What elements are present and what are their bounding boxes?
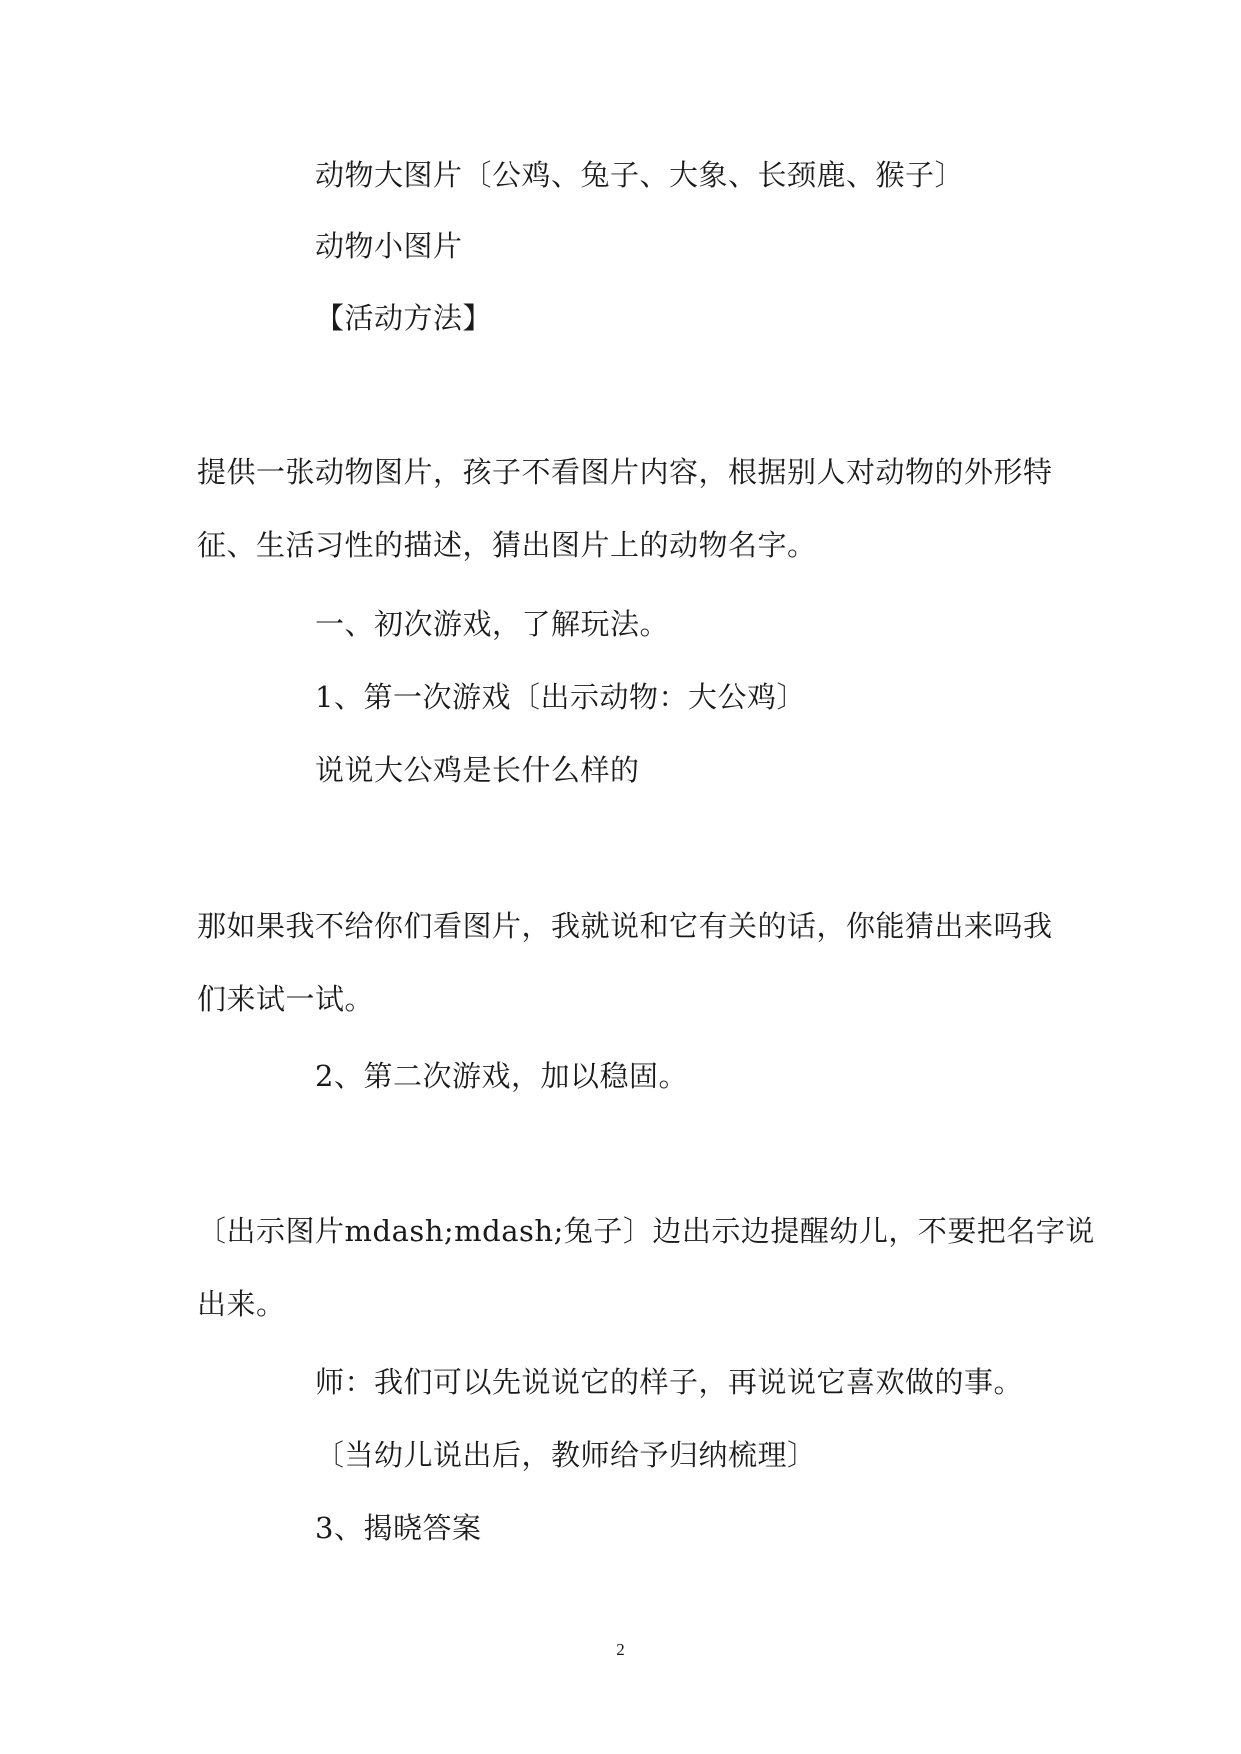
paragraph-line: 出来。 <box>197 1287 286 1321</box>
paragraph-line: 师：我们可以先说说它的样子，再说说它喜欢做的事。 <box>315 1365 1024 1399</box>
materials-big-pictures: 动物大图片〔公鸡、兔子、大象、长颈鹿、猴子〕 <box>315 158 965 192</box>
step-item: 2、第二次游戏，加以稳固。 <box>315 1059 688 1093</box>
step-item: 1、第一次游戏〔出示动物：大公鸡〕 <box>315 680 806 714</box>
paragraph-line: 〔当幼儿说出后，教师给予归纳梳理〕 <box>315 1438 817 1472</box>
paragraph-line: 那如果我不给你们看图片，我就说和它有关的话，你能猜出来吗我 <box>197 909 1053 943</box>
materials-small-pictures: 动物小图片 <box>315 229 463 263</box>
step-item: 3、揭晓答案 <box>315 1511 482 1545</box>
section-heading-activity-method: 【活动方法】 <box>315 301 493 335</box>
paragraph-line: 提供一张动物图片，孩子不看图片内容，根据别人对动物的外形特 <box>197 455 1053 489</box>
paragraph-line: 〔出示图片mdash;mdash;兔子〕边出示边提醒幼儿，不要把名字说 <box>197 1214 1095 1248</box>
paragraph-line: 征、生活习性的描述，猜出图片上的动物名字。 <box>197 528 817 562</box>
paragraph-line: 们来试一试。 <box>197 982 375 1016</box>
paragraph-line: 说说大公鸡是长什么样的 <box>315 753 640 787</box>
step-heading: 一、初次游戏，了解玩法。 <box>315 607 670 641</box>
page-number: 2 <box>616 1640 625 1659</box>
